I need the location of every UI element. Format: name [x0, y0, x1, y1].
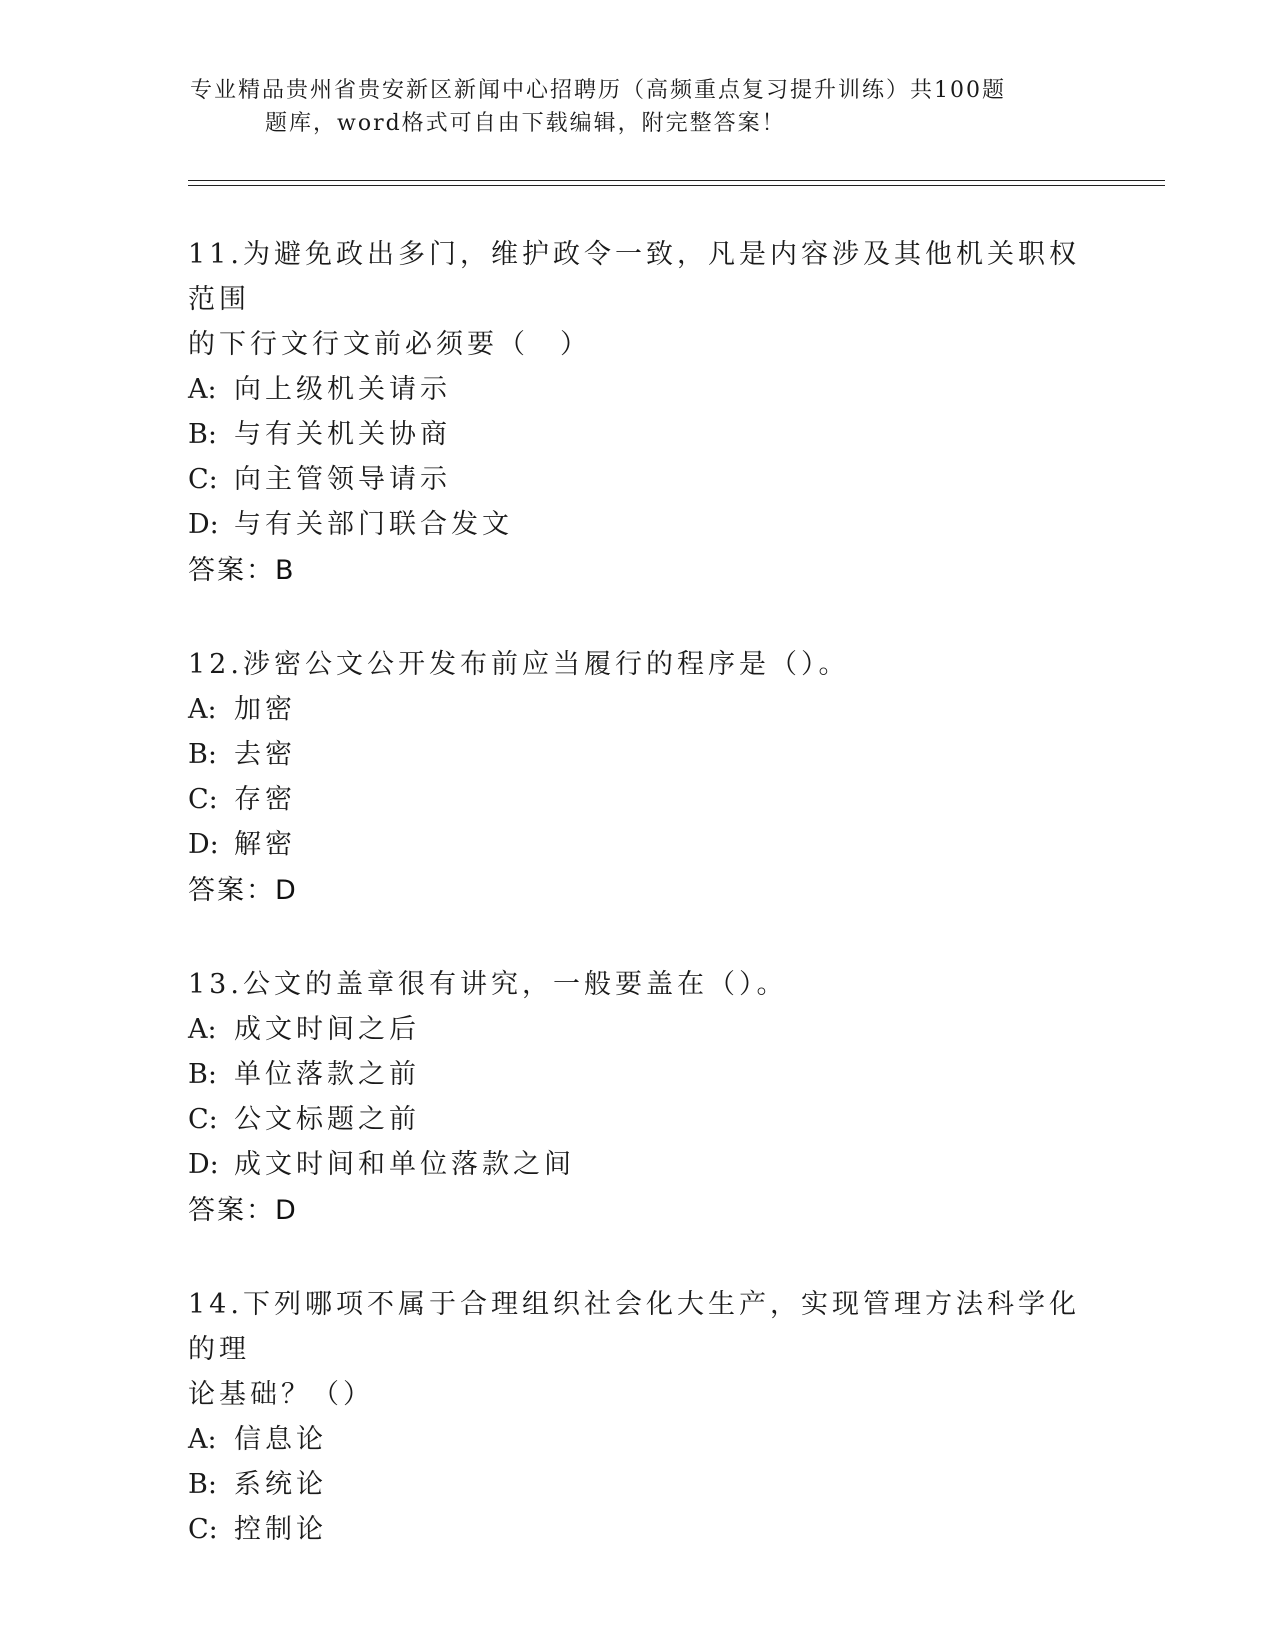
option-text: 向主管领导请示: [234, 464, 451, 495]
option-c: [188, 1097, 1088, 1142]
option-text: 存密: [234, 784, 296, 815]
answer-line: 答案：D: [188, 875, 298, 906]
option-text: 控制论: [234, 1514, 327, 1545]
document-header: [190, 74, 1090, 140]
option-text: 与有关部门联合发文: [234, 509, 513, 540]
option-d: [188, 822, 1088, 867]
option-text: 成文时间之后: [234, 1014, 420, 1045]
option-key: C:: [188, 1104, 218, 1135]
option-c: [188, 1507, 1088, 1552]
question-stem: 11.为避免政出多门，维护政令一致，凡是内容涉及其他机关职权范围: [188, 239, 1080, 315]
option-key: D:: [188, 509, 219, 540]
option-text: 与有关机关协商: [234, 419, 451, 450]
option-text: 公文标题之前: [234, 1104, 420, 1135]
header-title-line1: 专业精品贵州省贵安新区新闻中心招聘历（高频重点复习提升训练）共100题: [190, 78, 1006, 103]
option-b: [188, 732, 1088, 777]
question-list: [188, 232, 1088, 1600]
option-key: B:: [188, 739, 217, 770]
answer-line: 答案：D: [188, 1195, 298, 1226]
option-c: [188, 457, 1088, 502]
header-divider-top: [188, 180, 1165, 181]
option-key: C:: [188, 1514, 218, 1545]
option-b: [188, 1462, 1088, 1507]
option-key: B:: [188, 1059, 217, 1090]
option-key: C:: [188, 464, 218, 495]
option-key: B:: [188, 1469, 217, 1500]
question-stem: 14.下列哪项不属于合理组织社会化大生产，实现管理方法科学化的理: [188, 1289, 1080, 1365]
option-text: 信息论: [234, 1424, 327, 1455]
option-text: 向上级机关请示: [234, 374, 451, 405]
option-text: 加密: [234, 694, 296, 725]
option-text: 去密: [234, 739, 296, 770]
header-title-line2: 题库，word格式可自由下载编辑，附完整答案！: [265, 111, 786, 136]
option-d: [188, 502, 1088, 547]
option-b: [188, 412, 1088, 457]
option-key: A:: [188, 694, 217, 725]
question-stem-continued: 的下行文行文前必须要（ ）: [188, 329, 591, 360]
question-12: [188, 642, 1088, 914]
option-key: C:: [188, 784, 218, 815]
option-text: 成文时间和单位落款之间: [234, 1149, 575, 1180]
option-text: 解密: [234, 829, 296, 860]
option-key: A:: [188, 1014, 217, 1045]
question-13: [188, 962, 1088, 1234]
question-11: [188, 232, 1088, 594]
option-a: [188, 1417, 1088, 1462]
option-text: 系统论: [234, 1469, 327, 1500]
option-b: [188, 1052, 1088, 1097]
option-a: [188, 687, 1088, 732]
option-key: D:: [188, 1149, 219, 1180]
question-stem-continued: 论基础？（）: [188, 1379, 374, 1410]
option-key: A:: [188, 374, 217, 405]
question-stem: 13.公文的盖章很有讲究，一般要盖在（）。: [188, 969, 788, 1000]
option-key: A:: [188, 1424, 217, 1455]
option-text: 单位落款之前: [234, 1059, 420, 1090]
option-a: [188, 1007, 1088, 1052]
option-key: B:: [188, 419, 217, 450]
option-a: [188, 367, 1088, 412]
option-d: [188, 1142, 1088, 1187]
question-14: [188, 1282, 1088, 1552]
option-key: D:: [188, 829, 219, 860]
question-stem: 12.涉密公文公开发布前应当履行的程序是（）。: [188, 649, 850, 680]
option-c: [188, 777, 1088, 822]
header-divider-bottom: [188, 185, 1165, 186]
answer-line: 答案：B: [188, 555, 296, 586]
